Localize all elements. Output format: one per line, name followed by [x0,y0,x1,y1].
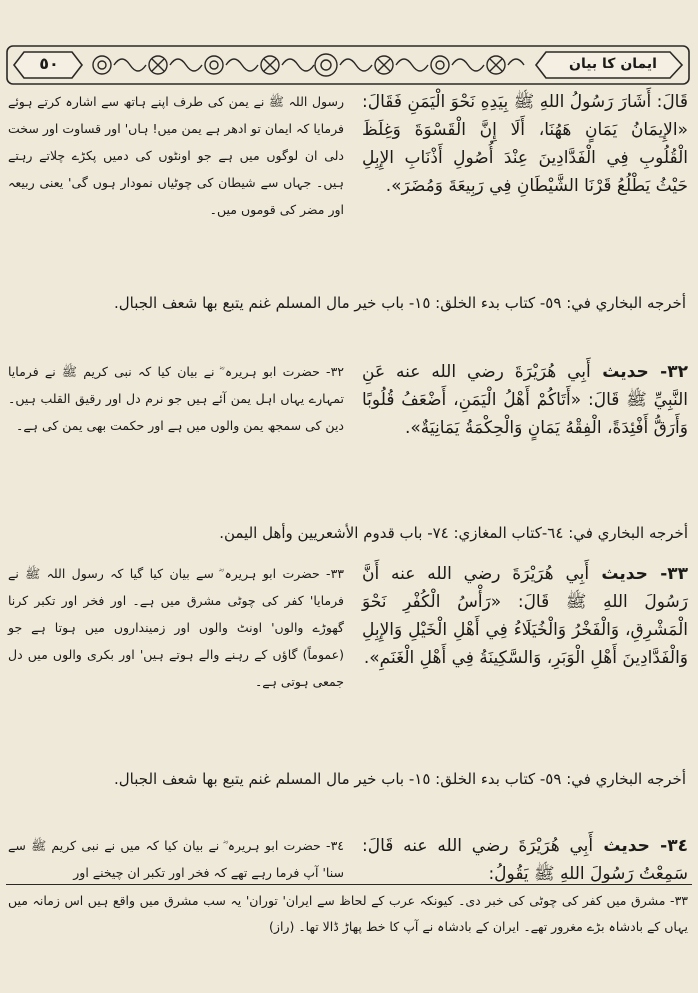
hadith-33-urdu: ٣٣- حضرت ابو ہریرہ ؓ سے بیان کیا گیا کہ رسول اللہ ﷺ نے فرمایا' کفر کی چوٹی مشرق میں ہے۔ اور فخر اور تکبر کرنا گھوڑے والوں' اونٹ والوں اور زمینداروں میں ہوتا ہے جو (عموماً) گاؤں کے رہنے والے ہوتے ہیں' اور بکری والوں میں دل جمعی ہوتی ہے۔ [8,566,344,689]
footnote-divider [6,884,692,885]
hadith-33-heading: ٣٣- حديث [589,564,689,584]
source-reference-3: أخرجه البخاري في: ٥٩- كتاب بدء الخلق: ١٥- باب خير مال المسلم غنم يتبع بها شعف الجبال. [114,770,686,788]
hadith-34-heading: ٣٤- حديث [593,836,688,856]
arabic-text-1: قَالَ: أَشَارَ رَسُولُ اللهِ ﷺ بِيَدِهِ نَحْوَ الْيَمَنِ فَقَالَ: «الإِيمَانُ يَمَانٍ هَهُنَا، أَلَا إِنَّ الْقَسْوَةَ وَغِلَظَ الْقُلُوبِ فِي الْفَدَّادِينَ عِنْدَ أُصُولِ أَذْنَابِ الإِبِلِ حَيْثُ يَطْلُعُ قَرْنَا الشَّيْطَانِ فِي رَبِيعَةَ وَمُضَرَ». [362,92,688,196]
page-number: ٥٠ [39,54,59,73]
running-title: ایمان کا بیان [569,56,657,72]
urdu-translation-1: رسول اللہ ﷺ نے یمن کی طرف اپنے ہاتھ سے اشارہ کرتے ہوئے فرمایا کہ ایمان تو ادھر ہے یمن میں! ہاں' اور قساوت اور سخت دلی ان لوگوں میں ہے جو اونٹوں کی دمیں پکڑے چلاتے رہتے ہیں۔ جہاں سے شیطان کی چوٹیاں نمودار ہوں گی' یعنی ربیعہ اور مضر کی قوموں میں۔ [8,94,344,217]
source-reference-2: أخرجه البخاري في: ٦٤-كتاب المغازي: ٧٤- باب قدوم الأشعريين وأهل اليمن. [219,524,688,542]
hadith-32-text: أَبِي هُرَيْرَةَ رضي الله عنه عَنِ النَّبِيِّ ﷺ قَالَ: «أَتَاكُمْ أَهْلُ الْيَمَنِ، أَضْعَفُ قُلُوبًا وَأَرَقُّ أَفْئِدَةً، الْفِقْهُ يَمَانٍ وَالْحِكْمَةُ يَمَانِيَةٌ». [362,362,688,438]
hadith-34-urdu: ٣٤- حضرت ابو ہریرہ ؓ نے بیان کیا کہ میں نے نبی کریم ﷺ سے سنا' آپ فرما رہے تھے کہ فخر اور تکبر ان چیخنے اور [8,838,344,880]
hadith-34-text: أَبِي هُرَيْرَةَ رضي الله عنه قَالَ: سَمِعْتُ رَسُولَ اللهِ ﷺ يَقُولُ: [362,836,688,884]
hadith-33-arabic [362,560,688,760]
hadith-32-heading: ٣٢- حديث [590,362,689,382]
source-reference-1: أخرجه البخاري في: ٥٩- كتاب بدء الخلق: ١٥- باب خير مال المسلم غنم يتبع بها شعف الجبال. [114,294,686,312]
hadith-32-arabic [362,358,688,510]
page-header [6,44,690,86]
hadith-34-arabic [362,832,688,884]
hadith-33-text: أَبِي هُرَيْرَةَ رضي الله عنه أَنَّ رَسُولَ اللهِ ﷺ قَالَ: «رَأْسُ الْكُفْرِ نَحْوَ الْمَشْرِقِ، وَالْفَخْرُ وَالْخُيَلَاءُ فِي أَهْلِ الْخَيْلِ وَالإِبِلِ وَالْفَدَّادِينَ أَهْلِ الْوَبَرِ، وَالسَّكِينَةُ فِي أَهْلِ الْغَنَمِ». [362,564,688,668]
hadith-32-urdu: ٣٢- حضرت ابو ہریرہ ؓ نے بیان کیا کہ نبی کریم ﷺ نے فرمایا تمہارے یہاں اہل یمن آئے ہیں جو نرم دل اور رقیق القلب ہیں۔ دین کی سمجھ یمن والوں میں ہے اور حکمت بھی یمن کی ہے۔ [8,364,344,433]
footnote: ٣٣- مشرق میں کفر کی چوٹی کی خبر دی۔ کیونکہ عرب کے لحاظ سے ایران' توران' یہ سب مشرق میں واقع ہیں اس زمانہ میں یہاں کے بادشاہ بڑے مغرور تھے۔ ایران کے بادشاہ نے آپ کا خط پھاڑ ڈالا تھا۔ (راز) [8,893,688,934]
